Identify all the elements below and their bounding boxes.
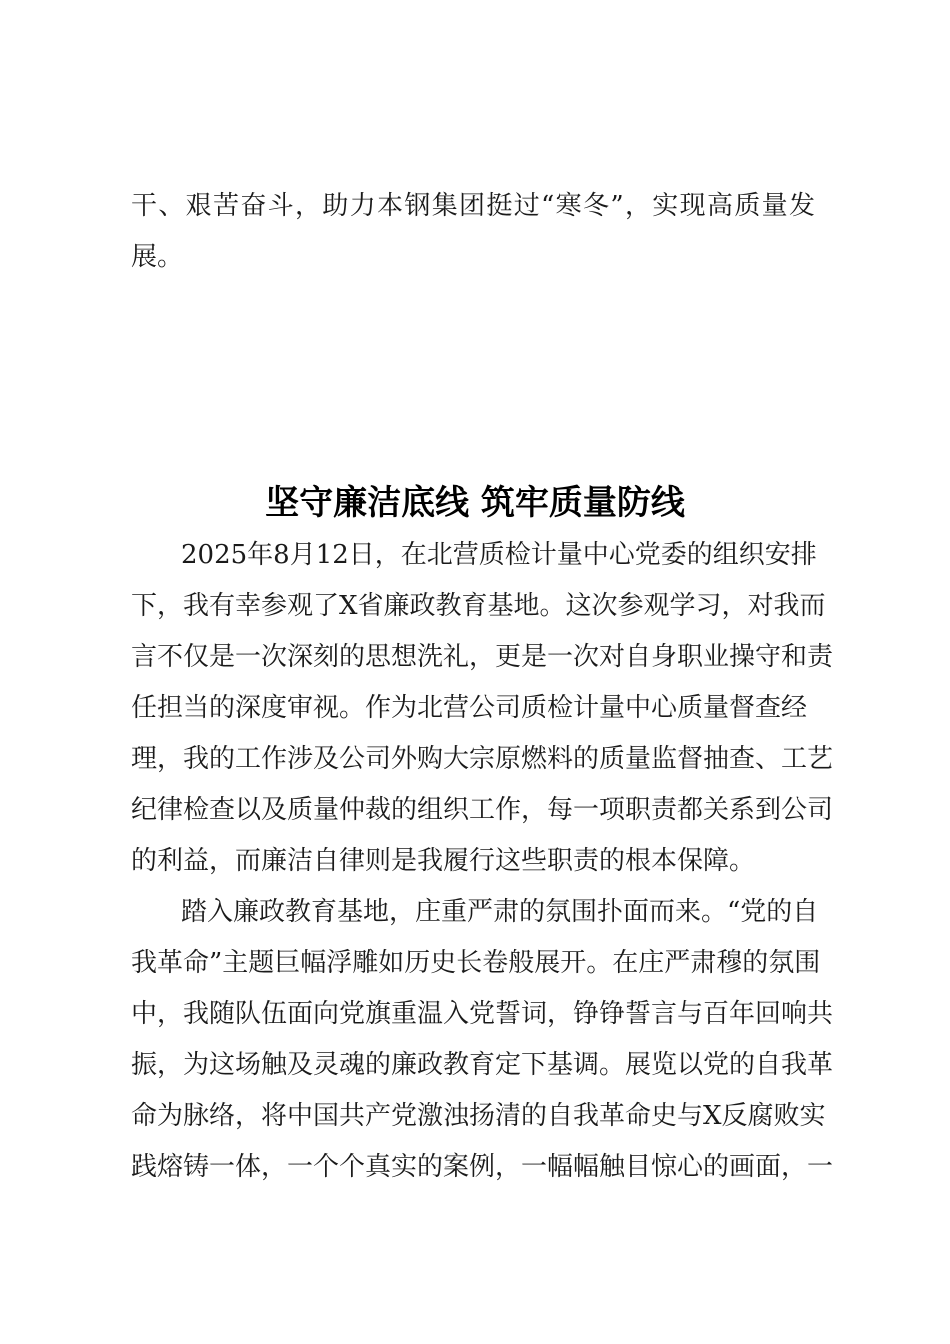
text-line: 我革命”主题巨幅浮雕如历史长卷般展开。在庄严肃穆的氛围 xyxy=(131,948,821,978)
article-title: 坚守廉洁底线 筑牢质量防线 xyxy=(265,483,685,523)
text-line: 2025年8月12日，在北营质检计量中心党委的组织安排 xyxy=(181,540,817,570)
text-line: 中，我随队伍面向党旗重温入党誓词，铮铮誓言与百年回响共 xyxy=(131,999,834,1029)
text-line: 任担当的深度审视。作为北营公司质检计量中心质量督查经 xyxy=(131,693,808,723)
text-line: 踏入廉政教育基地，庄重严肃的氛围扑面而来。“党的自 xyxy=(181,897,819,927)
text-line: 干、艰苦奋斗，助力本钢集团挺过“寒冬”，实现高质量发 xyxy=(131,191,815,221)
text-line: 言不仅是一次深刻的思想洗礼，更是一次对自身职业操守和责 xyxy=(131,642,834,672)
text-line: 的利益，而廉洁自律则是我履行这些职责的根本保障。 xyxy=(131,846,756,876)
text-line: 展。 xyxy=(131,242,184,272)
text-line: 下，我有幸参观了X省廉政教育基地。这次参观学习，对我而 xyxy=(131,591,826,621)
text-line: 践熔铸一体，一个个真实的案例，一幅幅触目惊心的画面，一 xyxy=(131,1152,834,1182)
text-line: 振，为这场触及灵魂的廉政教育定下基调。展览以党的自我革 xyxy=(131,1050,834,1080)
text-line: 命为脉络，将中国共产党激浊扬清的自我革命史与X反腐败实 xyxy=(131,1101,826,1131)
text-line: 纪律检查以及质量仲裁的组织工作，每一项职责都关系到公司 xyxy=(131,795,834,825)
text-line: 理，我的工作涉及公司外购大宗原燃料的质量监督抽查、工艺 xyxy=(131,744,834,774)
